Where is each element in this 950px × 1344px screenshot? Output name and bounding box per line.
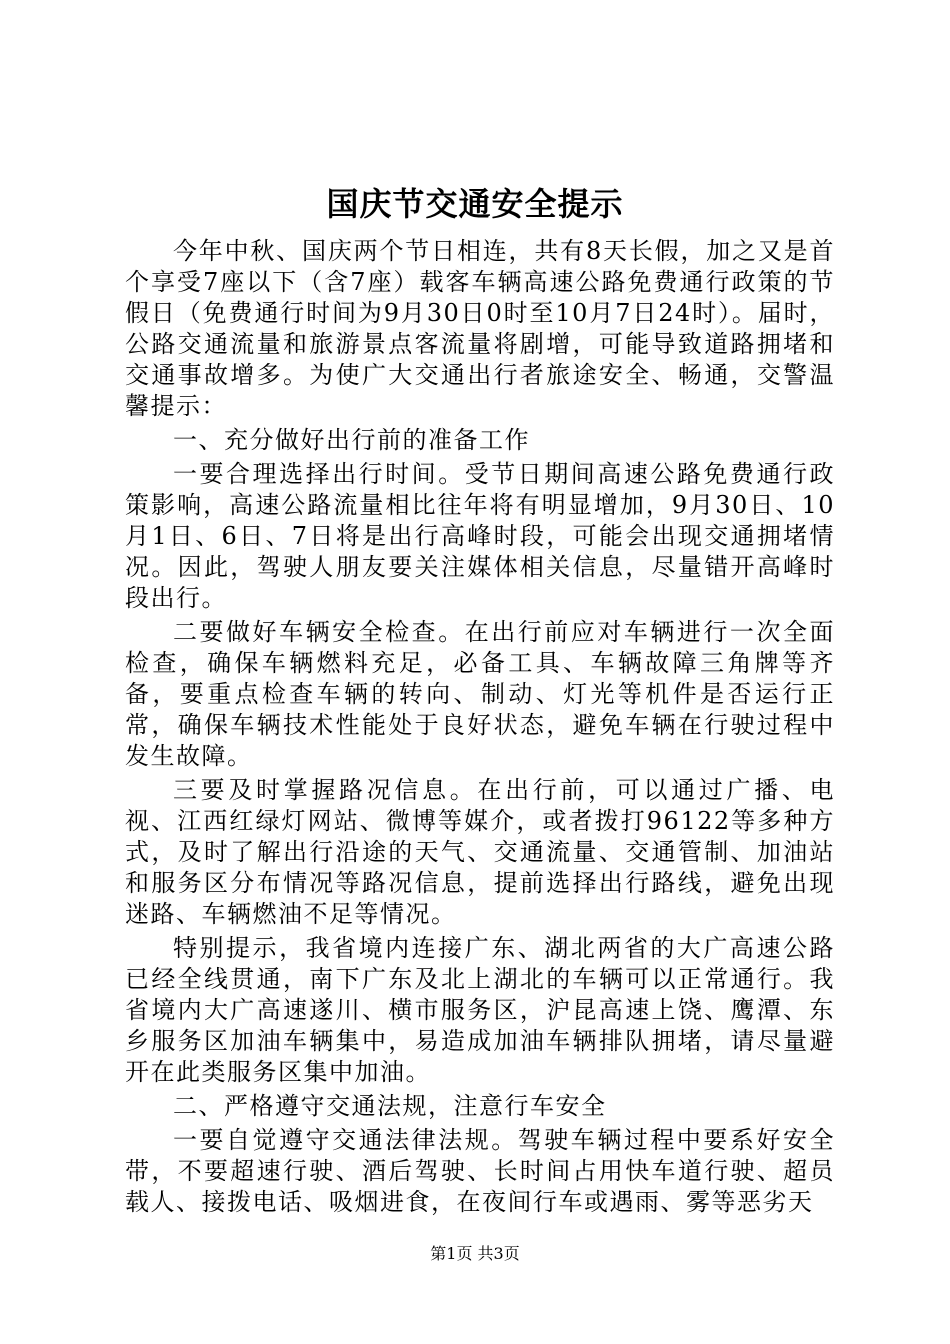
document-body	[125, 236, 835, 1221]
page-footer: 第1页 共3页	[430, 1244, 520, 1263]
body-paragraph: 一要合理选择出行时间。受节日期间高速公路免费通行政策影响，高速公路流量相比往年将有明显增加，9月30日、10月1日、6日、7日将是出行高峰时段，可能会出现交通拥堵情况。因此，驾驶人朋友要关注媒体相关信息，尽量错开高峰时段出行。	[125, 460, 835, 612]
body-paragraph: 一要自觉遵守交通法律法规。驾驶车辆过程中要系好安全带，不要超速行驶、酒后驾驶、长时间占用快车道行驶、超员载人、接拨电话、吸烟进食，在夜间行车或遇雨、雾等恶劣天	[125, 1126, 835, 1216]
section-heading-1: 一、充分做好出行前的准备工作	[173, 426, 530, 454]
intro-paragraph: 今年中秋、国庆两个节日相连，共有8天长假，加之又是首个享受7座以下（含7座）载客车辆高速公路免费通行政策的节假日（免费通行时间为9月30日0时至10月7日24时）。届时，公路交通流量和旅游景点客流量将剧增，可能导致道路拥堵和交通事故增多。为使广大交通出行者旅途安全、畅通，交警温馨提示：	[125, 237, 835, 420]
body-paragraph: 二要做好车辆安全检查。在出行前应对车辆进行一次全面检查，确保车辆燃料充足，必备工具、车辆故障三角牌等齐备，要重点检查车辆的转向、制动、灯光等机件是否运行正常，确保车辆技术性能处于良好状态，避免车辆在行驶过程中发生故障。	[125, 618, 835, 770]
section-heading-2: 二、严格遵守交通法规，注意行车安全	[173, 1092, 607, 1120]
special-notice-paragraph: 特别提示，我省境内连接广东、湖北两省的大广高速公路已经全线贯通，南下广东及北上湖北的车辆可以正常通行。我省境内大广高速遂川、横市服务区，沪昆高速上饶、鹰潭、东乡服务区加油车辆集中，易造成加油车辆排队拥堵，请尽量避开在此类服务区集中加油。	[125, 934, 835, 1086]
page-title: 国庆节交通安全提示	[326, 185, 624, 223]
body-paragraph: 三要及时掌握路况信息。在出行前，可以通过广播、电视、江西红绿灯网站、微博等媒介，或者拨打96122等多种方式，及时了解出行沿途的天气、交通流量、交通管制、加油站和服务区分布情况等路况信息，提前选择出行路线，避免出现迷路、车辆燃油不足等情况。	[125, 776, 835, 928]
